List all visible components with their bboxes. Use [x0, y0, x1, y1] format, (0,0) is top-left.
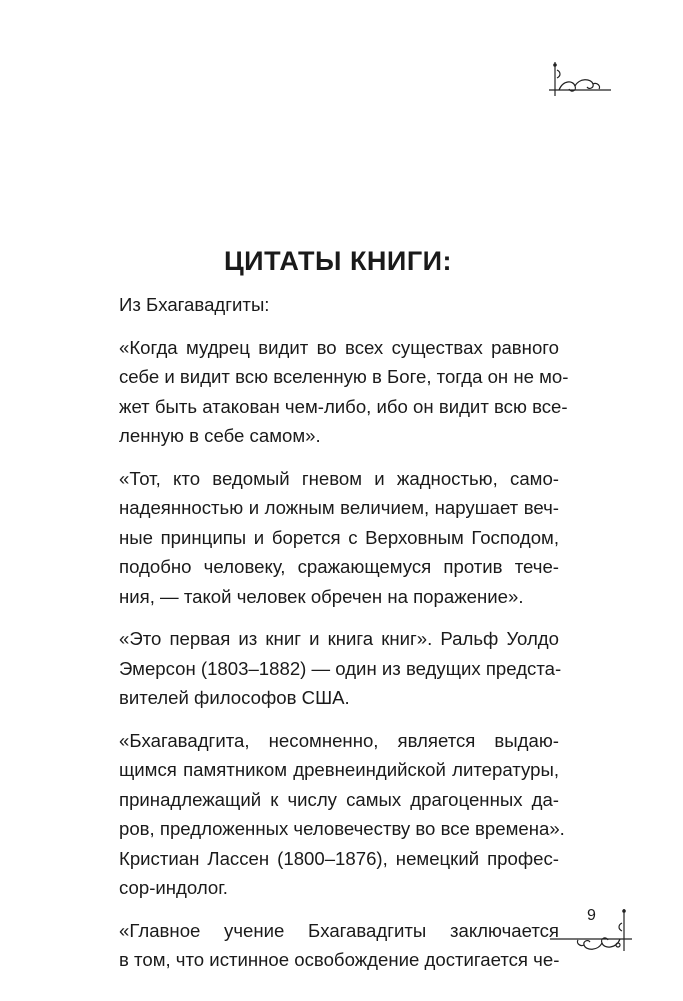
corner-flourish-icon	[545, 60, 615, 100]
corner-flourish-icon	[548, 905, 638, 957]
text-line: ния, — такой человек обречен на поражение».	[119, 585, 524, 607]
text-line: в том, что истинное освобождение достигается че-	[119, 949, 560, 970]
text-line: сор-индолог.	[119, 877, 228, 898]
page-number: 9	[587, 907, 596, 924]
paragraph	[119, 333, 569, 451]
text-line: надеянностью и ложным величием, нарушает веч-	[119, 497, 559, 518]
paragraph	[119, 624, 562, 713]
text-line: Эмерсон (1803–1882) — один из ведущих предста-	[119, 657, 562, 679]
page-heading: ЦИТАТЫ КНИГИ:	[223, 246, 453, 276]
paragraph	[119, 916, 559, 975]
text-line: Кристиан Лассен (1800–1876), немецкий профес-	[119, 847, 559, 869]
text-line: «Бхагавадгита, несомненно, является выдаю-	[119, 729, 559, 751]
body-text	[119, 290, 569, 988]
text-line: «Когда мудрец видит во всех существах равного	[119, 336, 559, 358]
text-line: «Главное учение Бхагавадгиты заключается	[119, 919, 559, 941]
text-line: Из Бхагавадгиты:	[119, 294, 270, 315]
text-line: вителей философов США.	[119, 687, 350, 708]
text-line: жет быть атакован чем-либо, ибо он видит всю все-	[119, 395, 568, 417]
paragraph	[119, 464, 559, 612]
text-line: ленную в себе самом».	[119, 425, 321, 446]
text-line: ров, предложенных человечеству во все времена».	[119, 818, 565, 839]
paragraph	[119, 290, 559, 320]
text-line: себе и видит всю вселенную в Боге, тогда он не мо-	[119, 366, 569, 387]
text-line: щимся памятником древнеиндийской литературы,	[119, 759, 559, 780]
text-line: принадлежащий к числу самых драгоценных да-	[119, 788, 559, 810]
text-line: ные принципы и борется с Верховным Господом,	[119, 526, 559, 548]
text-line: «Это первая из книг и книга книг». Ральф Уолдо	[119, 628, 559, 649]
text-line: подобно человеку, сражающемуся против тече-	[119, 556, 559, 577]
paragraph	[119, 726, 565, 903]
text-line: «Тот, кто ведомый гневом и жадностью, само-	[119, 467, 559, 489]
